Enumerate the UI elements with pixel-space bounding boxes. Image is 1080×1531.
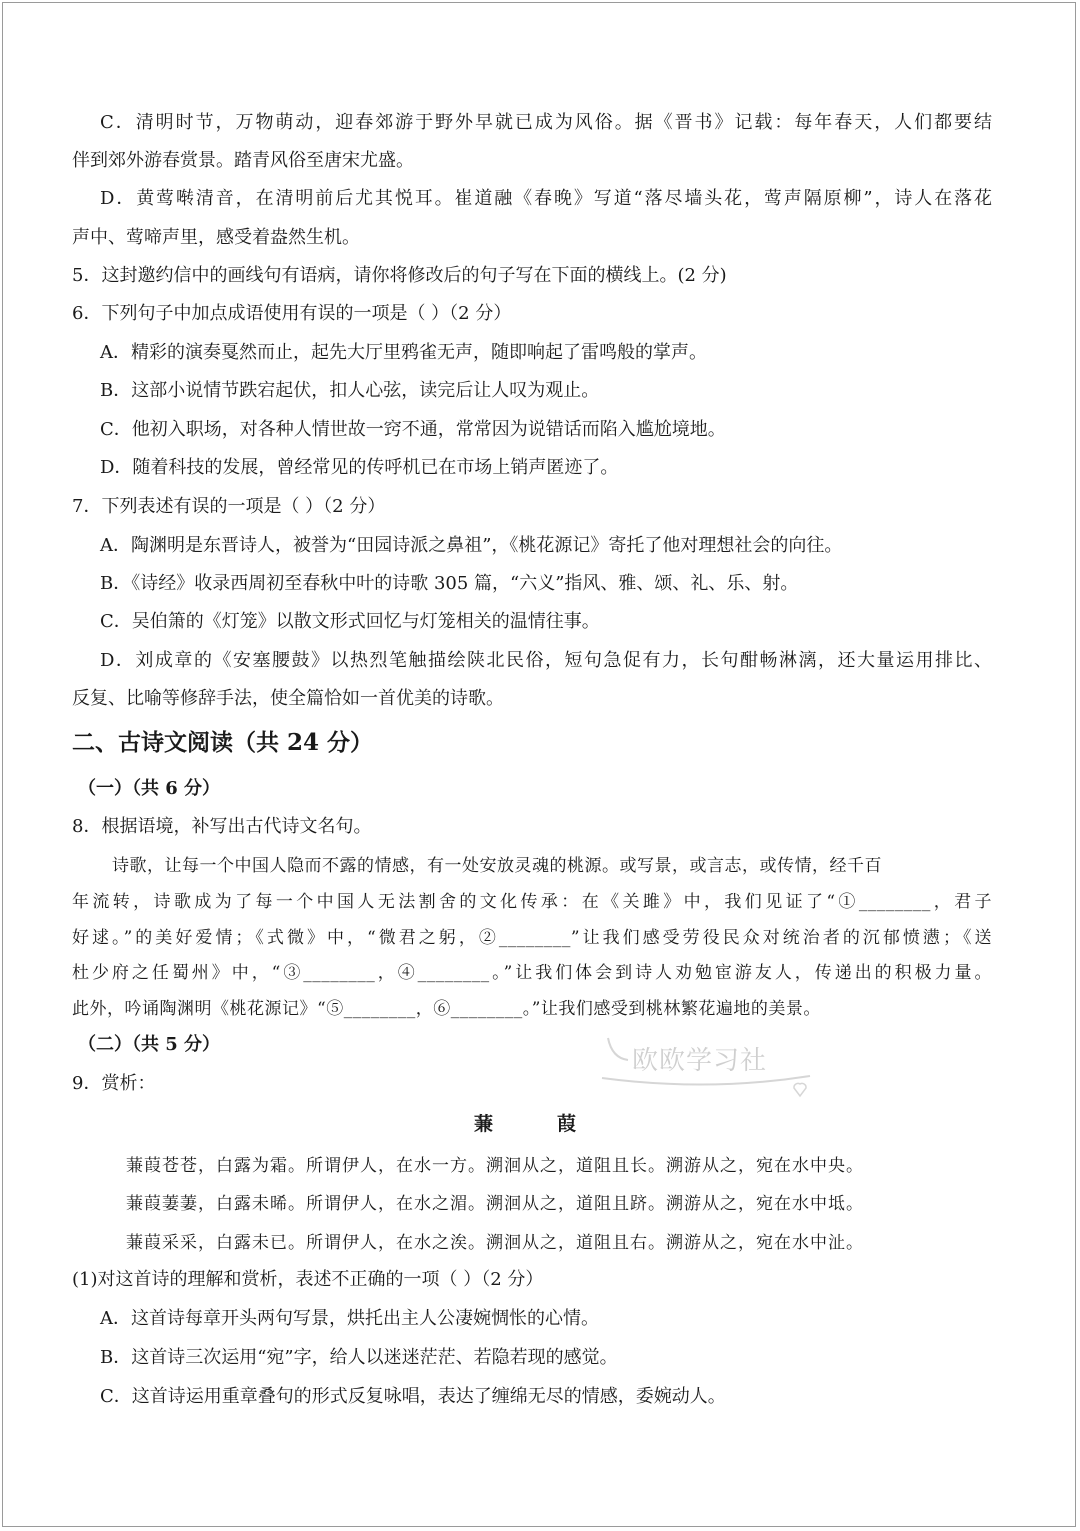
section-2-part-1: （一）（共 6 分） xyxy=(78,778,221,799)
q6-option-a: A．精彩的演奏戛然而止，起先大厅里鸦雀无声，随即响起了雷鸣般的掌声。 xyxy=(100,342,707,363)
q9-1-option-c: C．这首诗运用重章叠句的形式反复咏唱，表达了缠绵无尽的情感，委婉动人。 xyxy=(100,1386,726,1407)
q8-passage-line5: 此外，吟诵陶渊明《桃花源记》“⑤________，⑥________。”让我们感受到桃林繁花遍地的美景。 xyxy=(72,999,821,1019)
q9-1-option-a: A．这首诗每章开头两句写景，烘托出主人公凄婉惆怅的心情。 xyxy=(100,1308,599,1329)
watermark-text: 欧欧学习社 xyxy=(632,1046,768,1076)
q8-passage-line4: 杜少府之任蜀州》中，“③________，④________。”让我们体会到诗人劝勉宦游友人，传递出的积极力量。 xyxy=(72,963,992,983)
question-9-stem: 9．赏析： xyxy=(72,1073,156,1094)
q4-option-d-line1: D．黄莺啭清音，在清明前后尤其悦耳。崔道融《春晚》写道“落尽墙头花，莺声隔原柳”，诗人在落花 xyxy=(100,188,992,209)
q6-option-c: C．他初入职场，对各种人情世故一窍不通，常常因为说错话而陷入尴尬境地。 xyxy=(100,419,726,440)
section-2-part-2: （二）（共 5 分） xyxy=(78,1034,221,1055)
section-2-title: 二、古诗文阅读（共 24 分） xyxy=(72,729,374,756)
q8-passage-line2: 年流转，诗歌成为了每一个中国人无法割舍的文化传承：在《关雎》中，我们见证了“①________，君子 xyxy=(72,892,992,912)
q7-option-d-line2: 反复、比喻等修辞手法，使全篇恰如一首优美的诗歌。 xyxy=(72,688,504,709)
q8-passage-line1: 诗歌，让每一个中国人隐而不露的情感，有一处安放灵魂的桃源。或写景，或言志，或传情，经千百 xyxy=(112,856,882,876)
question-6-stem: 6．下列句子中加点成语使用有误的一项是（ ）（2 分） xyxy=(72,303,512,324)
q8-passage-line3: 好逑。”的美好爱情；《式微》中，“微君之躬，②________”让我们感受劳役民众对统治者的沉郁愤懑；《送 xyxy=(72,928,992,948)
poem-title: 蒹葭 xyxy=(474,1113,641,1135)
question-8-stem: 8．根据语境，补写出古代诗文名句。 xyxy=(72,816,372,837)
q7-option-b: B．《诗经》收录西周初至春秋中叶的诗歌 305 篇，“六义”指风、雅、颂、礼、乐、射。 xyxy=(100,573,799,594)
question-5: 5．这封邀约信中的画线句有语病，请你将修改后的句子写在下面的横线上。(2 分) xyxy=(72,265,727,286)
q7-option-a: A．陶渊明是东晋诗人，被誉为“田园诗派之鼻祖”，《桃花源记》寄托了他对理想社会的向往。 xyxy=(100,535,843,556)
q9-1-option-b: B．这首诗三次运用“宛”字，给人以迷迷茫茫、若隐若现的感觉。 xyxy=(100,1347,618,1368)
question-9-1-stem: (1)对这首诗的理解和赏析，表述不正确的一项（ ）（2 分） xyxy=(72,1269,544,1290)
q4-option-c-line1: C．清明时节，万物萌动，迎春郊游于野外早就已成为风俗。据《晋书》记载：每年春天，人们都要结 xyxy=(100,112,992,133)
q6-option-d: D．随着科技的发展，曾经常见的传呼机已在市场上销声匿迹了。 xyxy=(100,457,619,478)
q4-option-c-line2: 伴到郊外游春赏景。踏青风俗至唐宋尤盛。 xyxy=(72,150,414,171)
poem-stanza-3: 蒹葭采采，白露未已。所谓伊人，在水之涘。溯洄从之，道阻且右。溯游从之，宛在水中沚。 xyxy=(126,1233,864,1253)
question-7-stem: 7．下列表述有误的一项是（ ）（2 分） xyxy=(72,496,386,517)
poem-stanza-2: 蒹葭萋萋，白露未晞。所谓伊人，在水之湄。溯洄从之，道阻且跻。溯游从之，宛在水中坻。 xyxy=(126,1194,864,1214)
q7-option-d-line1: D．刘成章的《安塞腰鼓》以热烈笔触描绘陕北民俗，短句急促有力，长句酣畅淋漓，还大量运用排比、 xyxy=(100,650,992,671)
q4-option-d-line2: 声中、莺啼声里，感受着盎然生机。 xyxy=(72,227,360,248)
q6-option-b: B．这部小说情节跌宕起伏，扣人心弦，读完后让人叹为观止。 xyxy=(100,380,600,401)
poem-stanza-1: 蒹葭苍苍，白露为霜。所谓伊人，在水一方。溯洄从之，道阻且长。溯游从之，宛在水中央。 xyxy=(126,1156,864,1176)
q7-option-c: C．吴伯箫的《灯笼》以散文形式回忆与灯笼相关的温情往事。 xyxy=(100,611,600,632)
